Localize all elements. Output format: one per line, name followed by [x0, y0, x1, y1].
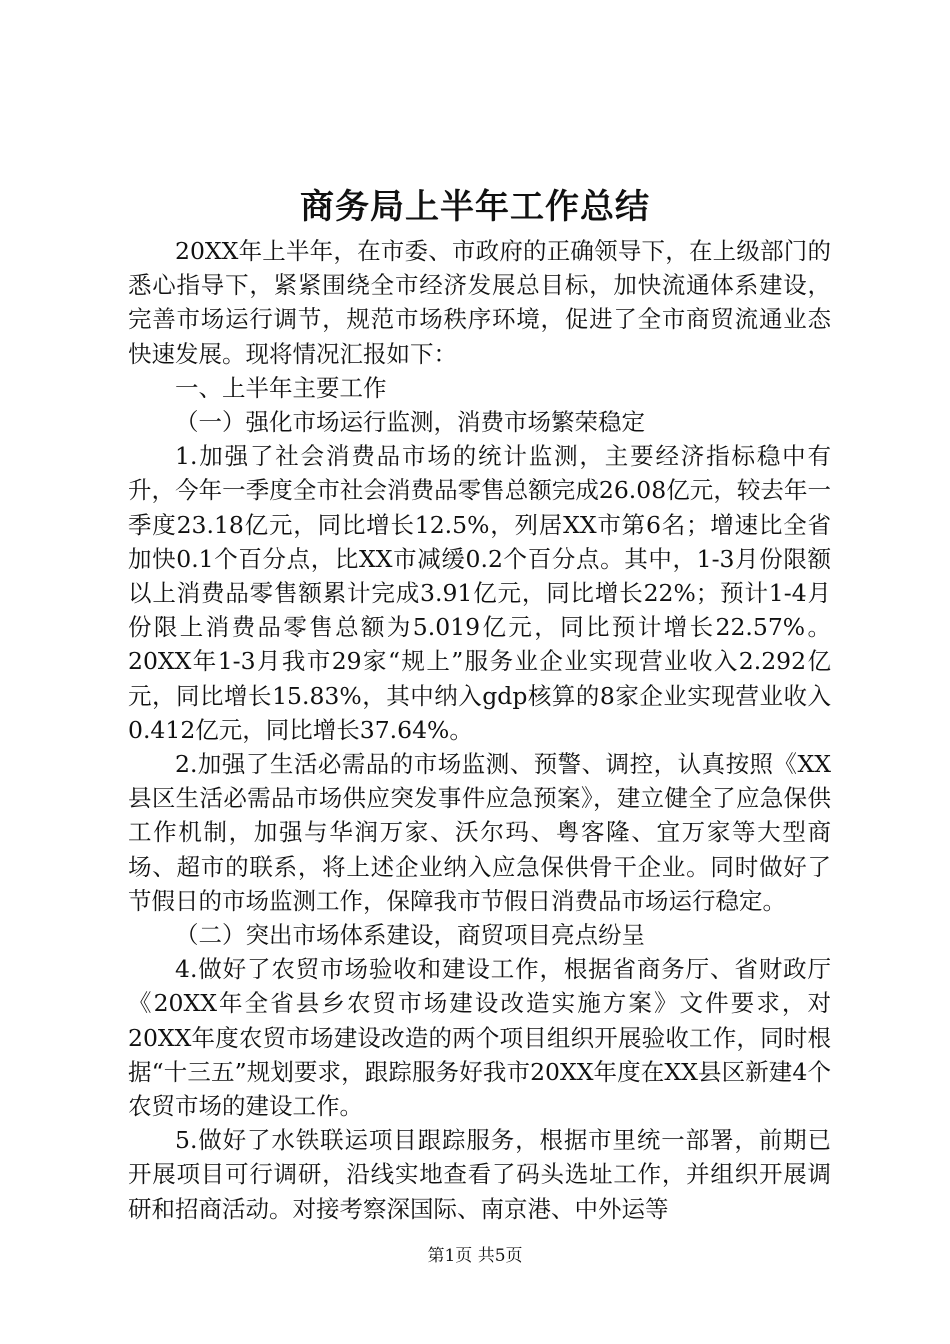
section-heading-1: 一、上半年主要工作	[175, 373, 387, 402]
paragraph-item-1: 1.加强了社会消费品市场的统计监测，主要经济指标稳中有升，今年一季度全市社会消费品零售总额完成26.08亿元，较去年一季度23.18亿元，同比增长12.5%，列居XX市第6名；增速比全省加快0.1个百分点，比XX市减缓0.2个百分点。其中，1-3月份限额以上消费品零售额累计完成3.91亿元，同比增长22%；预计1-4月份限上消费品零售总额为5.019亿元，同比预计增长22.57%。20XX年1-3月我市29家“规上”服务业企业实现营业收入2.292亿元，同比增长15.83%，其中纳入gdp核算的8家企业实现营业收入0.412亿元，同比增长37.64%。	[128, 442, 831, 744]
paragraph-item-5: 5.做好了水铁联运项目跟踪服务，根据市里统一部署，前期已开展项目可行调研，沿线实地查看了码头选址工作，并组织开展调研和招商活动。对接考察深国际、南京港、中外运等	[128, 1126, 831, 1223]
page-number-footer: 第1页 共5页	[427, 1246, 523, 1266]
subsection-heading-1: （一）强化市场运行监测，消费市场繁荣稳定	[175, 408, 645, 437]
page-title: 商务局上半年工作总结	[300, 187, 650, 227]
paragraph-item-4: 4.做好了农贸市场验收和建设工作，根据省商务厅、省财政厅《20XX年全省县乡农贸市场建设改造实施方案》文件要求，对20XX年度农贸市场建设改造的两个项目组织开展验收工作，同时根据“十三五”规划要求，跟踪服务好我市20XX年度在XX县区新建4个农贸市场的建设工作。	[128, 955, 831, 1121]
subsection-heading-2: （二）突出市场体系建设，商贸项目亮点纷呈	[175, 921, 645, 950]
paragraph-item-2: 2.加强了生活必需品的市场监测、预警、调控，认真按照《XX县区生活必需品市场供应突发事件应急预案》，建立健全了应急保供工作机制，加强与华润万家、沃尔玛、粤客隆、宜万家等大型商场、超市的联系，将上述企业纳入应急保供骨干企业。同时做好了节假日的市场监测工作，保障我市节假日消费品市场运行稳定。	[128, 750, 831, 915]
document-body	[128, 234, 831, 1226]
paragraph-intro: 20XX年上半年，在市委、市政府的正确领导下，在上级部门的悉心指导下，紧紧围绕全市经济发展总目标，加快流通体系建设，完善市场运行调节，规范市场秩序环境，促进了全市商贸流通业态快速发展。现将情况汇报如下：	[128, 237, 831, 368]
